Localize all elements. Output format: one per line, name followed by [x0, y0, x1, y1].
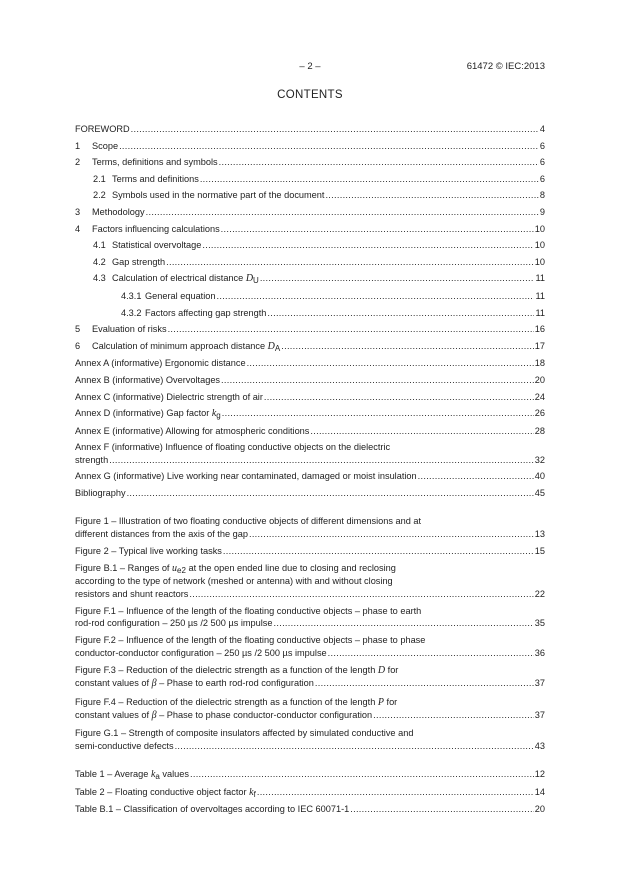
- page-ref: 15: [534, 545, 545, 556]
- math-subscript: e2: [177, 565, 186, 575]
- document-code: 61472 © IEC:2013: [466, 61, 545, 72]
- figure-entry[interactable]: [75, 605, 545, 630]
- entry-line: [75, 786, 545, 800]
- entry-line: [75, 588, 545, 601]
- title-text: at the open ended line due to closing and reclosing: [185, 562, 396, 573]
- entry-title: [75, 454, 108, 467]
- dot-leader: [131, 123, 539, 136]
- page-ref: 4: [539, 124, 545, 134]
- figure-entry[interactable]: [75, 545, 545, 558]
- entry-line: [75, 768, 545, 782]
- toc-entry[interactable]: [75, 123, 545, 136]
- entry-line: [75, 407, 545, 421]
- entry-line: [75, 664, 545, 678]
- toc-entry[interactable]: [75, 156, 545, 169]
- toc-entry[interactable]: [75, 470, 545, 483]
- math-subscript: f: [253, 789, 256, 799]
- toc-entry[interactable]: [75, 391, 545, 404]
- title-text: Figure B.1 – Ranges of: [75, 562, 173, 573]
- page-title: CONTENTS: [277, 89, 343, 101]
- page-ref: 16: [534, 324, 545, 335]
- math-variable: β: [151, 678, 157, 690]
- entry-line: [75, 374, 545, 387]
- entry-line: [75, 173, 545, 186]
- title-text: Factors affecting gap strength: [145, 307, 267, 318]
- figure-entry[interactable]: [75, 562, 545, 601]
- entry-title: [75, 617, 273, 630]
- dot-leader: [175, 740, 534, 753]
- title-text: for: [385, 664, 399, 675]
- entry-title: [75, 545, 222, 558]
- figure-entry[interactable]: [75, 664, 545, 691]
- title-text: constant values of: [75, 678, 152, 689]
- title-text: Terms, definitions and symbols: [92, 157, 218, 168]
- title-text: for: [383, 696, 398, 707]
- dot-leader: [168, 323, 534, 336]
- page-ref: 11: [535, 273, 545, 284]
- toc-entry[interactable]: [75, 487, 545, 500]
- dot-leader: [350, 803, 534, 816]
- entry-title: [75, 803, 349, 816]
- entry-title: [75, 709, 372, 723]
- title-text: Table 2 – Floating conductive object factor: [75, 786, 250, 797]
- section-number: 4.2: [93, 256, 106, 267]
- dot-leader: [249, 528, 534, 541]
- math-subscript: U: [253, 276, 259, 286]
- toc-entry[interactable]: [75, 425, 545, 438]
- section-number: 2.1: [93, 173, 106, 184]
- page-ref: 6: [539, 157, 545, 168]
- page-ref: 45: [534, 487, 545, 498]
- dot-leader: [267, 307, 534, 320]
- toc-entry[interactable]: [75, 340, 545, 354]
- page-ref: 37: [534, 678, 545, 689]
- math-subscript: a: [155, 772, 160, 781]
- entry-title: [75, 696, 397, 710]
- entry-line: [75, 340, 545, 354]
- page-ref: 13: [534, 528, 545, 539]
- entry-title: [112, 256, 165, 269]
- title-text: Annex B (informative) Overvoltages: [75, 374, 221, 385]
- entry-title: [145, 290, 216, 303]
- entry-line: [75, 391, 545, 404]
- dot-leader: [264, 391, 534, 404]
- entry-title: [75, 425, 309, 438]
- entry-line: [75, 307, 545, 320]
- entry-line: [75, 575, 545, 588]
- entry-line: [75, 206, 545, 219]
- section-number: 3: [75, 206, 81, 217]
- entry-line: [75, 677, 545, 691]
- entry-line: [75, 487, 545, 500]
- dot-leader: [373, 709, 534, 722]
- title-text: FOREWORD: [75, 124, 130, 134]
- page-ref: 22: [534, 588, 545, 599]
- section-number: 4.3.2: [121, 307, 142, 318]
- dot-leader: [190, 768, 534, 781]
- title-text: Methodology: [92, 206, 145, 217]
- entry-line: [75, 425, 545, 438]
- title-text: Figure G.1 – Strength of composite insulators affected by simulated conductive and: [75, 728, 414, 739]
- entry-title: [75, 677, 314, 691]
- toc-entry[interactable]: [75, 441, 545, 466]
- entry-line: [75, 323, 545, 336]
- dot-leader: [109, 454, 534, 467]
- math-subscript: A: [274, 343, 281, 353]
- dot-leader: [260, 272, 535, 285]
- title-text: Calculation of electrical distance: [112, 273, 246, 284]
- entry-title: [75, 588, 188, 601]
- section-number: 4.3: [93, 273, 106, 284]
- section-number: 4.1: [93, 240, 106, 251]
- entry-line: [75, 123, 545, 136]
- entry-line: [75, 545, 545, 558]
- entry-title: [112, 173, 199, 186]
- entry-title: [75, 357, 246, 370]
- dot-leader: [146, 206, 539, 219]
- page-ref: 17: [534, 340, 545, 351]
- math-variable: k: [211, 408, 217, 420]
- page-ref: 6: [539, 173, 545, 184]
- entry-title: [112, 239, 201, 252]
- entry-line: [75, 528, 545, 541]
- dot-leader: [274, 617, 534, 630]
- page-ref: 20: [534, 374, 545, 385]
- title-text: Annex G (informative) Live working near contaminated, damaged or moist insulation: [75, 471, 417, 482]
- entry-line: [75, 454, 545, 467]
- section-number: 4.3.1: [121, 290, 142, 301]
- entry-title: [75, 575, 393, 588]
- table-entry[interactable]: [75, 786, 545, 800]
- title-text: according to the type of network (meshed or antenna) with and without closing: [75, 576, 393, 587]
- entry-title: [75, 470, 417, 483]
- toc-entry[interactable]: [75, 256, 545, 269]
- dot-leader: [189, 588, 533, 601]
- page-ref: 11: [535, 290, 545, 301]
- entry-title: [92, 156, 218, 169]
- entry-line: [75, 156, 545, 169]
- title-text: resistors and shunt reactors: [75, 588, 189, 599]
- dot-leader: [328, 647, 534, 660]
- page-ref: 14: [534, 786, 545, 797]
- page-ref: 32: [534, 454, 545, 465]
- entry-title: [75, 647, 327, 660]
- entry-line: [75, 803, 545, 816]
- title-text: Figure F.3 – Reduction of the dielectric strength as a function of the length: [75, 664, 378, 675]
- math-variable: k: [249, 786, 254, 798]
- dot-leader: [418, 470, 534, 483]
- title-text: Annex F (informative) Influence of floating conductive objects on the dielectric: [75, 442, 391, 453]
- page-ref: 26: [534, 408, 545, 419]
- page-ref: 11: [535, 307, 545, 318]
- entry-line: [75, 727, 545, 740]
- entry-line: [75, 223, 545, 236]
- title-text: Statistical overvoltage: [112, 240, 202, 251]
- title-text: different distances from the axis of the gap: [75, 528, 248, 539]
- title-text: Figure 1 – Illustration of two floating conductive objects of different dimensions and at: [75, 516, 422, 526]
- page-ref: 37: [534, 710, 545, 721]
- toc-entry[interactable]: [75, 140, 545, 153]
- toc-entry[interactable]: [75, 223, 545, 236]
- title-text: Terms and definitions: [112, 173, 199, 184]
- title-text: Gap strength: [112, 256, 166, 267]
- entry-title: [75, 727, 413, 740]
- page-ref: 8: [539, 190, 545, 201]
- toc-figures: [75, 515, 545, 757]
- title-text: Bibliography: [75, 487, 126, 498]
- math-variable: D: [267, 340, 275, 352]
- section-number: 2: [75, 157, 81, 168]
- math-subscript: g: [216, 411, 221, 421]
- toc-entry[interactable]: [75, 357, 545, 370]
- entry-line: [75, 709, 545, 723]
- title-text: Table 1 – Average: [75, 769, 151, 779]
- title-text: Annex A (informative) Ergonomic distance: [75, 358, 246, 369]
- title-text: Factors influencing calculations: [92, 223, 220, 234]
- math-variable: u: [172, 562, 178, 574]
- entry-line: [75, 357, 545, 370]
- title-text: values: [159, 769, 189, 779]
- title-text: conductor-conductor configuration – 250 µs /2 500 µs impulse: [75, 647, 327, 658]
- page-ref: 10: [534, 223, 545, 234]
- title-text: Table B.1 – Classification of overvoltages according to IEC 60071-1: [75, 804, 350, 815]
- entry-line: [75, 634, 545, 647]
- entry-title: [75, 374, 220, 387]
- entry-line: [75, 140, 545, 153]
- toc-entry[interactable]: [75, 407, 545, 421]
- dot-leader: [247, 357, 534, 370]
- page-ref: 12: [534, 769, 545, 779]
- page-ref: 9: [539, 206, 545, 217]
- dot-leader: [223, 545, 534, 558]
- dot-leader: [217, 290, 535, 303]
- toc-entry[interactable]: [75, 206, 545, 219]
- entry-line: [75, 617, 545, 630]
- entry-line: [75, 272, 545, 286]
- page-ref: 10: [534, 256, 545, 267]
- table-entry[interactable]: [75, 768, 545, 782]
- title-text: semi-conductive defects: [75, 740, 174, 751]
- entry-line: [75, 470, 545, 483]
- page-ref: 10: [534, 240, 545, 251]
- section-number: 1: [75, 140, 81, 151]
- dot-leader: [166, 256, 534, 269]
- math-variable: D: [245, 273, 254, 285]
- title-text: Calculation of minimum approach distance: [92, 340, 268, 351]
- toc-entry[interactable]: [75, 374, 545, 387]
- math-variable: β: [151, 710, 157, 722]
- title-text: Annex D (informative) Gap factor: [75, 408, 212, 419]
- entry-line: [75, 189, 545, 202]
- entry-title: [112, 272, 259, 286]
- entry-title: [75, 786, 256, 800]
- title-text: Annex C (informative) Dielectric strength of air: [75, 391, 263, 402]
- dot-leader: [119, 140, 539, 153]
- entry-title: [92, 323, 167, 336]
- dot-leader: [325, 189, 538, 202]
- toc-entry[interactable]: [75, 239, 545, 252]
- title-text: strength: [75, 454, 109, 465]
- entry-title: [92, 340, 280, 354]
- entry-line: [75, 605, 545, 618]
- title-text: Figure F.2 – Influence of the length of the floating conductive objects – phase to phase: [75, 635, 426, 646]
- page-ref: 20: [534, 804, 545, 815]
- dot-leader: [200, 173, 539, 186]
- dot-leader: [257, 786, 534, 799]
- entry-title: [75, 407, 221, 421]
- entry-title: [75, 515, 421, 528]
- page-number: – 2 –: [299, 61, 321, 72]
- page-ref: 43: [534, 740, 545, 751]
- entry-title: [92, 206, 145, 219]
- toc-entry[interactable]: [75, 323, 545, 336]
- title-text: Scope: [92, 140, 119, 151]
- page-ref: 36: [534, 647, 545, 658]
- entry-line: [75, 290, 545, 303]
- title-text: Annex E (informative) Allowing for atmospheric conditions: [75, 425, 310, 436]
- toc-entry[interactable]: [75, 272, 545, 286]
- entry-title: [145, 307, 266, 320]
- math-variable: k: [150, 769, 156, 780]
- title-text: constant values of: [75, 710, 152, 721]
- section-number: 4: [75, 223, 81, 234]
- section-number: 6: [75, 340, 81, 351]
- entry-title: [92, 223, 220, 236]
- dot-leader: [219, 156, 539, 169]
- entry-line: [75, 562, 545, 576]
- dot-leader: [127, 487, 534, 500]
- page-ref: 40: [534, 471, 545, 482]
- entry-line: [75, 256, 545, 269]
- entry-line: [75, 740, 545, 753]
- dot-leader: [202, 239, 533, 252]
- entry-title: [75, 768, 189, 782]
- entry-title: [75, 562, 396, 576]
- page-ref: 6: [539, 140, 545, 151]
- page-ref: 24: [534, 391, 545, 402]
- entry-title: [75, 740, 174, 753]
- entry-line: [75, 441, 545, 454]
- toc-tables: [75, 768, 545, 820]
- title-text: General equation: [145, 290, 216, 301]
- entry-title: [92, 140, 118, 153]
- page-ref: 18: [534, 358, 545, 369]
- toc-entry[interactable]: [75, 290, 545, 303]
- entry-title: [75, 487, 126, 500]
- page-ref: 28: [534, 425, 545, 436]
- entry-line: [75, 696, 545, 710]
- dot-leader: [221, 374, 534, 387]
- toc-sections: [75, 123, 545, 504]
- dot-leader: [222, 407, 534, 420]
- entry-title: [75, 664, 398, 678]
- toc-entry[interactable]: [75, 307, 545, 320]
- page-ref: 35: [534, 618, 545, 629]
- title-text: Figure F.1 – Influence of the length of the floating conductive objects – phase to earth: [75, 605, 422, 616]
- dot-leader: [221, 223, 534, 236]
- dot-leader: [310, 425, 533, 438]
- entry-title: [75, 605, 421, 618]
- section-number: 2.2: [93, 190, 106, 201]
- entry-title: [75, 528, 248, 541]
- title-text: Evaluation of risks: [92, 324, 167, 335]
- title-text: rod-rod configuration – 250 µs /2 500 µs impulse: [75, 618, 273, 629]
- entry-title: [112, 189, 324, 202]
- entry-title: [75, 441, 390, 454]
- figure-entry[interactable]: [75, 696, 545, 723]
- math-variable: D: [377, 664, 386, 676]
- title-text: – Phase to phase conductor-conductor configuration: [156, 710, 373, 721]
- title-text: Figure F.4 – Reduction of the dielectric strength as a function of the length: [75, 696, 378, 707]
- dot-leader: [315, 677, 534, 690]
- figure-entry[interactable]: [75, 515, 545, 540]
- figure-entry[interactable]: [75, 727, 545, 752]
- title-text: – Phase to earth rod-rod configuration: [156, 678, 314, 689]
- toc-entry[interactable]: [75, 173, 545, 186]
- entry-title: [75, 123, 130, 136]
- math-variable: P: [377, 696, 384, 708]
- title-text: Symbols used in the normative part of the document: [112, 190, 325, 201]
- section-number: 5: [75, 324, 81, 335]
- entry-line: [75, 647, 545, 660]
- dot-leader: [281, 340, 534, 353]
- entry-line: [75, 239, 545, 252]
- figure-entry[interactable]: [75, 634, 545, 659]
- toc-entry[interactable]: [75, 189, 545, 202]
- title-text: Figure 2 – Typical live working tasks: [75, 545, 222, 556]
- entry-line: [75, 515, 545, 528]
- entry-title: [75, 391, 263, 404]
- table-entry[interactable]: [75, 803, 545, 816]
- entry-title: [75, 634, 425, 647]
